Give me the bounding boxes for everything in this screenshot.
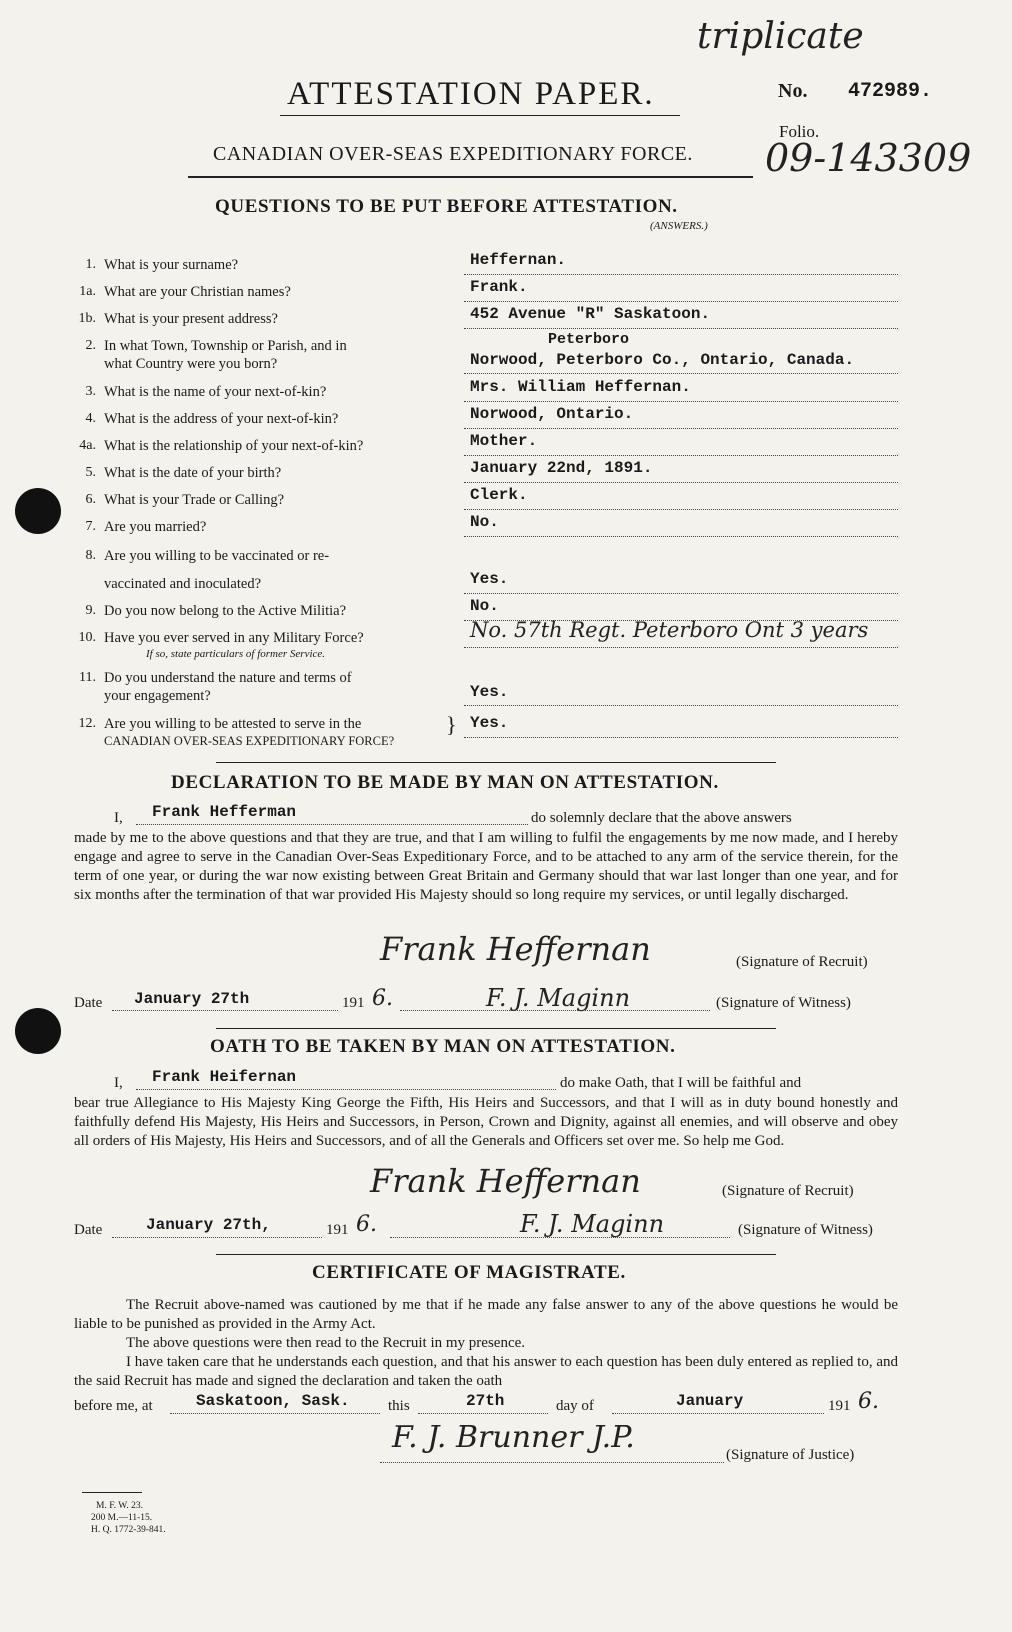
question-text: What is the date of your birth? [104, 465, 282, 481]
questions-heading: QUESTIONS TO BE PUT BEFORE ATTESTATION. [215, 196, 678, 217]
punch-hole-bottom [15, 1008, 61, 1054]
folio-number: 09-143309 [765, 136, 972, 180]
oath-i: I, [114, 1075, 123, 1091]
section-rule [216, 1028, 776, 1029]
oath-recruit-signature: Frank Heffernan [370, 1162, 641, 1200]
certificate-heading: CERTIFICATE OF MAGISTRATE. [312, 1262, 626, 1283]
question-number: 3. [85, 384, 96, 399]
declaration-date-label: Date [74, 995, 103, 1011]
answer-next-of-kin-address: Norwood, Ontario. [470, 405, 634, 423]
footer-rule [82, 1492, 142, 1493]
certificate-day-of: day of [556, 1398, 594, 1414]
question-number: 1b. [78, 311, 96, 326]
answer-next-of-kin: Mrs. William Heffernan. [470, 378, 691, 396]
answer-trade: Clerk. [470, 486, 528, 504]
question-text: What is the name of your next-of-kin? [104, 384, 327, 400]
oath-year-suffix: 6. [356, 1212, 377, 1237]
declaration-witness-label: (Signature of Witness) [716, 995, 851, 1011]
answer-willing-to-serve: Yes. [470, 714, 509, 732]
question-text: Are you willing to be vaccinated or re- [104, 548, 330, 564]
question-text: What is the address of your next-of-kin? [104, 411, 339, 427]
oath-text-first-line: do make Oath, that I will be faithful and [560, 1075, 802, 1091]
question-number: 1. [85, 257, 96, 272]
section-rule [216, 762, 776, 763]
certificate-place: Saskatoon, Sask. [196, 1392, 350, 1410]
question-text-continued: your engagement? [104, 688, 211, 704]
declaration-year-prefix: 191 [342, 995, 365, 1011]
oath-date-label: Date [74, 1222, 103, 1238]
answer-relationship: Mother. [470, 432, 538, 450]
question-text: Do you now belong to the Active Militia? [104, 603, 347, 619]
oath-date: January 27th, [146, 1216, 271, 1234]
question-number: 2. [85, 338, 96, 353]
oath-body: bear true Allegiance to His Majesty King George the Fifth, His Heirs and Successors, and that I will as in duty bound honestly and faithfully defend His Majesty, His Heirs and Successors, in Person, Crown and Dignity, against all enemies, and will observe and obey all orders of His Majesty, His Heirs and Successors, and of all the Generals and Officers set over me. So help me God. [74, 1095, 898, 1149]
question-number: 12. [78, 716, 96, 731]
punch-hole-top [15, 488, 61, 534]
question-text-continued: what Country were you born? [104, 356, 278, 372]
question-text-continued: vaccinated and inoculated? [104, 576, 262, 592]
question-brace: } [446, 712, 457, 737]
question-number: 1a. [79, 284, 96, 299]
oath-witness-label: (Signature of Witness) [738, 1222, 873, 1238]
oath-recruit-label: (Signature of Recruit) [722, 1183, 854, 1199]
declaration-recruit-name: Frank Hefferman [152, 803, 297, 821]
question-number: 4. [85, 411, 96, 426]
question-text: Are you married? [104, 519, 207, 535]
question-number: 5. [85, 465, 96, 480]
form-code: M. F. W. 23. [96, 1501, 144, 1511]
header-rule [188, 176, 753, 178]
oath-year-prefix: 191 [326, 1222, 349, 1238]
question-text: Have you ever served in any Military Force? [104, 630, 364, 646]
oath-heading: OATH TO BE TAKEN BY MAN ON ATTESTATION. [210, 1036, 676, 1057]
question-text: What is your surname? [104, 257, 239, 273]
question-number: 4a. [79, 438, 96, 453]
question-number: 8. [85, 548, 96, 563]
declaration-body: made by me to the above questions and that they are true, and that I am willing to fulfil the engagements by me now made, and I hereby engage and agree to serve in the Canadian Over-Seas Expeditionary Force, and to be attached to any arm of the service therein, for the term of one year, or during the war now existing between Great Britain and Germany should that war last longer than one year, and for six months after the termination of that war provided His Majesty should so long require my services, or until legally discharged. [74, 830, 898, 903]
certificate-month: January [676, 1392, 744, 1410]
certificate-day: 27th [466, 1392, 505, 1410]
question-text: What are your Christian names? [104, 284, 291, 300]
force-name: CANADIAN OVER-SEAS EXPEDITIONARY FORCE. [213, 143, 693, 165]
question-number: 11. [79, 670, 96, 685]
triplicate-annotation: triplicate [697, 16, 864, 57]
title-underline [280, 115, 680, 116]
folio-label: Folio. [779, 122, 820, 141]
oath-recruit-name: Frank Heifernan [152, 1068, 297, 1086]
question-number: 9. [85, 603, 96, 618]
justice-signature: F. J. Brunner J.P. [392, 1420, 635, 1455]
page-title: ATTESTATION PAPER. [287, 76, 655, 112]
declaration-year-suffix: 6. [372, 986, 393, 1011]
certificate-paragraph-2: The above questions were then read to the Recruit in my presence. [126, 1335, 526, 1351]
hq-reference: H. Q. 1772-39-841. [91, 1525, 166, 1535]
certificate-year-prefix: 191 [828, 1398, 851, 1414]
certificate-paragraph-1: The Recruit above-named was cautioned by me that if he made any false answer to any of the above questions he would be liable to be punished as provided in the Army Act. [74, 1297, 898, 1332]
answer-active-militia: No. [470, 597, 499, 615]
declaration-recruit-signature: Frank Heffernan [380, 930, 651, 968]
answer-date-of-birth: January 22nd, 1891. [470, 459, 653, 477]
answer-understand-terms: Yes. [470, 683, 509, 701]
certificate-before-me: before me, at [74, 1398, 153, 1414]
certificate-this: this [388, 1398, 410, 1414]
question-number: 6. [85, 492, 96, 507]
answer-surname: Heffernan. [470, 251, 567, 269]
question-number: 10. [78, 630, 96, 645]
declaration-witness-signature: F. J. Maginn [486, 984, 631, 1012]
answer-address: 452 Avenue "R" Saskatoon. [470, 305, 711, 323]
regimental-number: 472989. [848, 80, 933, 103]
answer-christian-names: Frank. [470, 278, 528, 296]
question-text: Do you understand the nature and terms of [104, 670, 352, 686]
declaration-date: January 27th [134, 990, 250, 1008]
question-text-continued: CANADIAN OVER-SEAS EXPEDITIONARY FORCE? [104, 734, 395, 748]
answer-birthplace-correction: Peterboro [548, 331, 630, 348]
answer-married: No. [470, 513, 499, 531]
declaration-text-first-line: do solemnly declare that the above answers [531, 810, 792, 826]
question-text: In what Town, Township or Parish, and in [104, 338, 347, 354]
question-text: What is your present address? [104, 311, 278, 327]
oath-witness-signature: F. J. Maginn [520, 1210, 665, 1238]
question-note: If so, state particulars of former Service. [146, 648, 326, 660]
declaration-i: I, [114, 810, 123, 826]
question-number: 7. [85, 519, 96, 534]
certificate-paragraph-3: I have taken care that he understands each question, and that his answer to each question has been duly entered as replied to, and the said Recruit has made and signed the declaration and taken the oath [74, 1354, 898, 1389]
answers-label: (ANSWERS.) [650, 220, 708, 232]
number-label: No. [778, 80, 808, 102]
answer-birthplace: Norwood, Peterboro Co., Ontario, Canada. [470, 351, 855, 369]
answer-military-service: No. 57th Regt. Peterboro Ont 3 years [470, 618, 869, 642]
question-text: What is your Trade or Calling? [104, 492, 285, 508]
certificate-year-suffix: 6. [858, 1389, 879, 1414]
justice-label: (Signature of Justice) [726, 1447, 855, 1463]
section-rule [216, 1254, 776, 1255]
declaration-heading: DECLARATION TO BE MADE BY MAN ON ATTESTATION. [171, 772, 719, 793]
declaration-recruit-label: (Signature of Recruit) [736, 954, 868, 970]
question-text: Are you willing to be attested to serve in the [104, 716, 362, 732]
question-text: What is the relationship of your next-of-kin? [104, 438, 364, 454]
print-run: 200 M.—11-15. [91, 1513, 153, 1523]
answer-vaccinated: Yes. [470, 570, 509, 588]
